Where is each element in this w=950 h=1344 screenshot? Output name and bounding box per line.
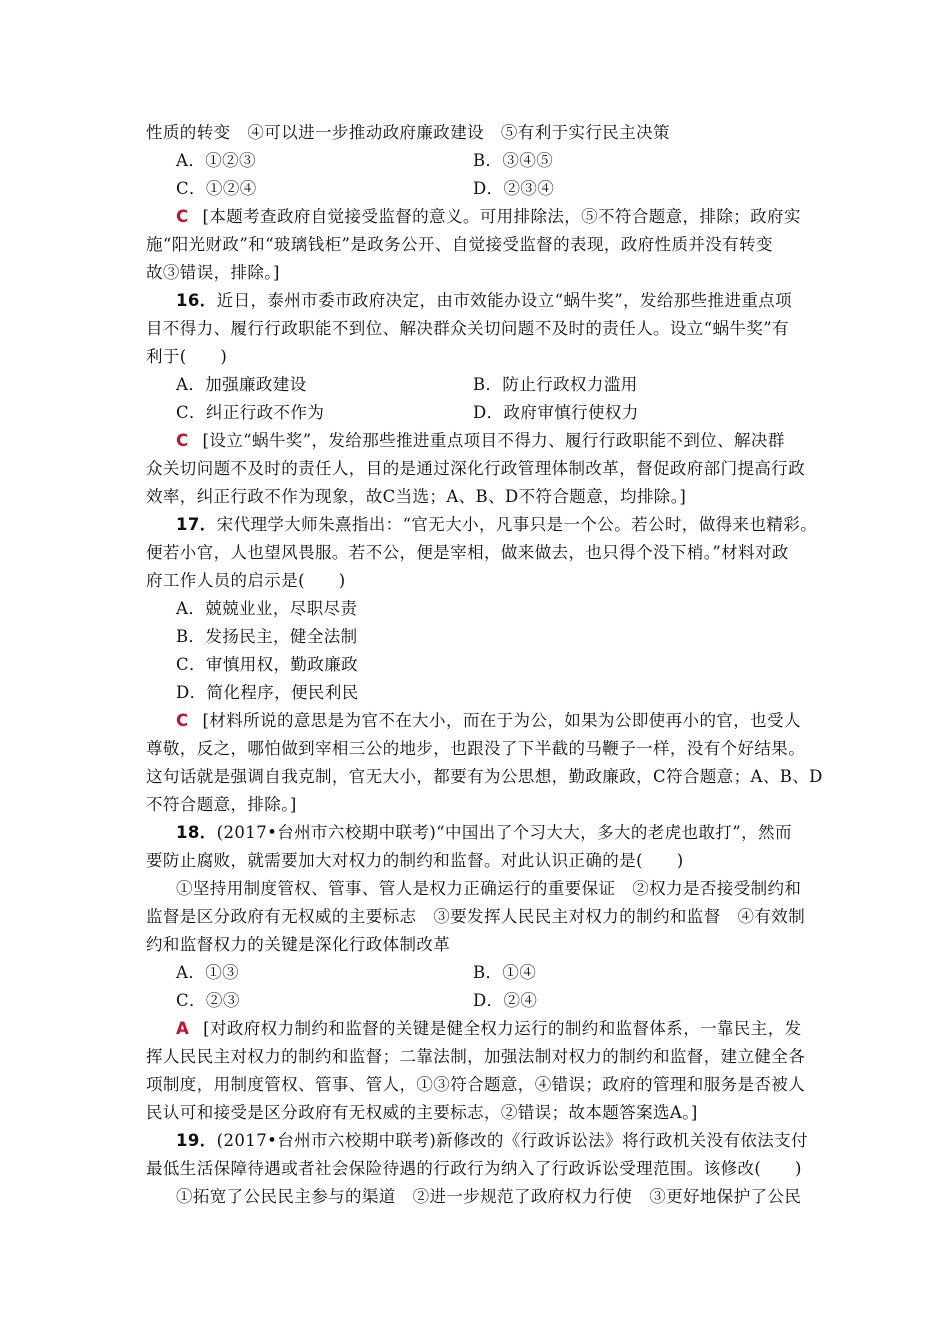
answer-letter: C bbox=[176, 207, 189, 226]
line-text: 这句话就是强调自我克制，官无大小，都要有为公思想，勤政廉政，C符合题意；A、B、D bbox=[146, 767, 823, 786]
line-text: 府工作人员的启示是( ) bbox=[146, 571, 346, 590]
line-text: 便若小官，人也望风畏服。若不公，便是宰相，做来做去，也只得个没下梢。”材料对政 bbox=[146, 543, 789, 562]
text-line bbox=[176, 682, 359, 704]
line-text: 效率，纠正行政不作为现象，故C当选；A、B、D不符合题意，均排除。] bbox=[146, 487, 687, 506]
text-line bbox=[146, 1158, 802, 1180]
text-line bbox=[146, 318, 789, 340]
text-line bbox=[146, 794, 297, 816]
text-line bbox=[176, 962, 239, 984]
line-text: 监督是区分政府有无权威的主要标志 ③要发挥人民民主对权力的制约和监督 ④有效制 bbox=[146, 907, 806, 926]
line-text: 最低生活保障待遇或者社会保险待遇的行政行为纳入了行政诉讼受理范围。该修改( ) bbox=[146, 1159, 802, 1178]
question-line bbox=[176, 514, 817, 536]
text-line bbox=[146, 458, 805, 480]
text-line bbox=[473, 178, 554, 200]
line-text: A．①③ bbox=[176, 963, 240, 982]
line-text: 利于( ) bbox=[146, 347, 228, 366]
line-text: C．审慎用权，勤政廉政 bbox=[176, 655, 359, 674]
text-line bbox=[146, 1046, 805, 1068]
line-text: 不符合题意，排除。] bbox=[146, 795, 297, 814]
text-line bbox=[146, 934, 450, 956]
question-number: 18． bbox=[176, 823, 217, 842]
text-line bbox=[146, 850, 684, 872]
question-line bbox=[176, 1130, 808, 1152]
text-line bbox=[146, 906, 805, 928]
line-text: 民认可和接受是区分政府有无权威的主要标志，②错误；故本题答案选A。] bbox=[146, 1103, 698, 1122]
line-text: [材料所说的意思是为官不在大小，而在于为公，如果为公即使再小的官，也受人 bbox=[202, 711, 801, 730]
line-text: B．发扬民主，健全法制 bbox=[176, 627, 358, 646]
line-text: A．①②③ bbox=[176, 151, 256, 170]
line-text: C．②③ bbox=[176, 991, 240, 1010]
text-line bbox=[176, 1186, 801, 1208]
line-text: B．①④ bbox=[473, 963, 537, 982]
line-text: 故③错误，排除。] bbox=[146, 263, 280, 282]
line-text: D．②③④ bbox=[473, 179, 555, 198]
line-text: 施“阳光财政”和“玻璃钱柜”是政务公开、自觉接受监督的表现，政府性质并没有转变 bbox=[146, 235, 773, 254]
text-line bbox=[473, 374, 638, 396]
text-line bbox=[473, 962, 536, 984]
line-text: 尊敬，反之，哪怕做到宰相三公的地步，也跟没了下半截的马鞭子一样，没有个好结果。 bbox=[146, 739, 806, 758]
text-line bbox=[473, 990, 537, 1012]
line-text: 近日，泰州市委市政府决定，由市效能办设立“蜗牛奖”，发给那些推进重点项 bbox=[216, 291, 793, 310]
text-line bbox=[146, 346, 227, 368]
answer-letter: C bbox=[176, 711, 189, 730]
text-line bbox=[176, 178, 257, 200]
line-text: (2017•台州市六校期中联考)“中国出了个习大大，多大的老虎也敢打”，然而 bbox=[216, 823, 792, 842]
text-line bbox=[176, 402, 324, 424]
line-text: 要防止腐败，就需要加大对权力的制约和监督。对此认识正确的是( ) bbox=[146, 851, 684, 870]
text-line bbox=[146, 766, 823, 788]
line-text: A．加强廉政建设 bbox=[176, 375, 307, 394]
text-line bbox=[176, 374, 307, 396]
text-line bbox=[176, 150, 256, 172]
line-text: [对政府权力制约和监督的关键是健全权力运行的制约和监督体系，一靠民主，发 bbox=[203, 1019, 802, 1038]
text-line bbox=[176, 626, 358, 648]
text-line bbox=[176, 598, 357, 620]
question-line bbox=[176, 290, 792, 312]
line-text: 众关切问题不及时的责任人，目的是通过深化行政管理体制改革，督促政府部门提高行政 bbox=[146, 459, 806, 478]
text-line bbox=[176, 654, 358, 676]
line-text: B．防止行政权力滥用 bbox=[473, 375, 638, 394]
line-text: D．政府审慎行使权力 bbox=[473, 403, 639, 422]
text-line bbox=[146, 234, 773, 256]
answer-line bbox=[176, 710, 801, 732]
line-text: 目不得力、履行行政职能不到位、解决群众关切问题不及时的责任人。设立“蜗牛奖”有 bbox=[146, 319, 789, 338]
text-line bbox=[146, 570, 346, 592]
text-line bbox=[146, 262, 280, 284]
line-text: 宋代理学大师朱熹指出：“官无大小，凡事只是一个公。若公时，做得来也精彩。 bbox=[216, 515, 818, 534]
text-line bbox=[146, 738, 805, 760]
text-line bbox=[176, 990, 240, 1012]
text-line bbox=[146, 1102, 698, 1124]
line-text: D．②④ bbox=[473, 991, 538, 1010]
question-number: 16． bbox=[176, 291, 217, 310]
line-text: A．兢兢业业，尽职尽责 bbox=[176, 599, 358, 618]
text-line bbox=[146, 486, 686, 508]
question-number: 17． bbox=[176, 515, 217, 534]
text-line bbox=[146, 542, 789, 564]
line-text: 性质的转变 ④可以进一步推动政府廉政建设 ⑤有利于实行民主决策 bbox=[146, 123, 670, 142]
line-text: C．纠正行政不作为 bbox=[176, 403, 325, 422]
answer-line bbox=[176, 1018, 802, 1040]
text-line bbox=[473, 150, 553, 172]
question-number: 19． bbox=[176, 1131, 217, 1150]
line-text: B．③④⑤ bbox=[473, 151, 554, 170]
answer-line bbox=[176, 206, 801, 228]
question-line bbox=[176, 822, 792, 844]
line-text: 约和监督权力的关键是深化行政体制改革 bbox=[146, 935, 451, 954]
text-line bbox=[146, 122, 670, 144]
line-text: (2017•台州市六校期中联考)新修改的《行政诉讼法》将行政机关没有依法支付 bbox=[216, 1131, 808, 1150]
line-text: [设立“蜗牛奖”，发给那些推进重点项目不得力、履行行政职能不到位、解决群 bbox=[202, 431, 785, 450]
line-text: [本题考查政府自觉接受监督的意义。可用排除法，⑤不符合题意，排除；政府实 bbox=[202, 207, 801, 226]
line-text: 挥人民民主对权力的制约和监督；二靠法制，加强法制对权力的制约和监督，建立健全各 bbox=[146, 1047, 806, 1066]
answer-letter: A bbox=[176, 1019, 190, 1038]
line-text: C．①②④ bbox=[176, 179, 257, 198]
line-text: ①拓宽了公民民主参与的渠道 ②进一步规范了政府权力行使 ③更好地保护了公民 bbox=[176, 1187, 802, 1206]
line-text: 项制度，用制度管权、管事、管人，①③符合题意，④错误；政府的管理和服务是否被人 bbox=[146, 1075, 806, 1094]
line-text: ①坚持用制度管权、管事、管人是权力正确运行的重要保证 ②权力是否接受制约和 bbox=[176, 879, 802, 898]
text-line bbox=[473, 402, 639, 424]
text-line bbox=[176, 878, 801, 900]
answer-letter: C bbox=[176, 431, 189, 450]
answer-line bbox=[176, 430, 785, 452]
text-line bbox=[146, 1074, 805, 1096]
line-text: D．简化程序，便民利民 bbox=[176, 683, 359, 702]
